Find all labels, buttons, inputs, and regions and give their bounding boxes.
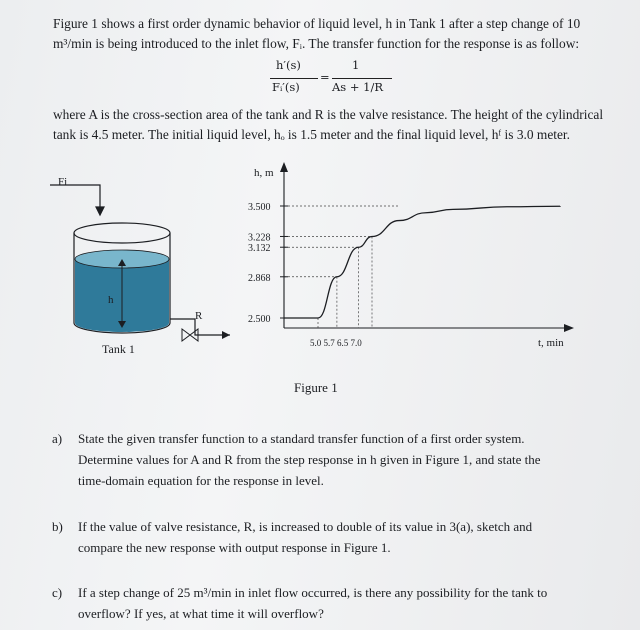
question-b-label: b) <box>52 519 63 534</box>
question-a-line-3: time-domain equation for the response in level. <box>78 473 324 488</box>
question-b-line-1: If the value of valve resistance, R, is increased to double of its value in 3(a), sketch and <box>78 519 533 534</box>
question-c-line-1: If a step change of 25 m³/min in inlet flow occurred, is there any possibility for the tank to <box>78 585 548 600</box>
intro-line-2: m³/min is being introduced to the inlet flow, Fᵢ. The transfer function for the response is as follow: <box>53 36 580 51</box>
tf-lhs-numerator: h′(s) <box>276 58 301 72</box>
question-b-line-2: compare the new response with output response in Figure 1. <box>78 540 391 555</box>
response-curve <box>284 206 560 318</box>
intro-line-4: tank is 4.5 meter. The initial liquid level, hₒ is 1.5 meter and the final liquid level, hᶠ is 3.0 meter. <box>53 127 571 142</box>
y-tick-label: 3.132 <box>248 243 271 255</box>
x-axis-arrow <box>564 324 574 332</box>
outlet-arrow <box>222 331 230 339</box>
intro-paragraph-2 <box>53 105 613 145</box>
intro-paragraph <box>53 14 613 54</box>
x-tick-labels: 5.0 5.7 6.5 7.0 <box>310 338 362 348</box>
tank-caption: Tank 1 <box>102 342 135 356</box>
intro-line-3: where A is the cross-section area of the tank and R is the valve resistance. The height of the cylindrical <box>53 107 604 122</box>
question-c <box>52 582 590 624</box>
x-axis-label: t, min <box>538 337 564 349</box>
level-label: h <box>108 294 114 306</box>
y-tick-label: 3.500 <box>248 202 271 213</box>
intro-line-1: Figure 1 shows a first order dynamic behavior of liquid level, h in Tank 1 after a step change of 10 <box>53 16 581 31</box>
tf-rhs-fraction-bar <box>332 78 392 79</box>
inlet-arrow <box>96 207 104 215</box>
question-a <box>52 428 590 491</box>
tf-lhs-fraction-bar <box>270 78 318 79</box>
inflow-label: Fi <box>58 176 68 188</box>
valve-label: R <box>195 310 203 322</box>
question-a-label: a) <box>52 431 63 446</box>
tf-rhs-numerator: 1 <box>352 58 360 72</box>
y-axis-label: h, m <box>254 167 274 179</box>
question-c-line-2: overflow? If yes, at what time it will overflow? <box>78 606 324 621</box>
inlet-pipe <box>50 185 100 211</box>
y-tick-label: 2.500 <box>248 314 271 325</box>
question-a-line-1: State the given transfer function to a standard transfer function of a first order system. <box>78 431 525 446</box>
y-tick-label: 3.228 <box>248 232 271 244</box>
figure-caption: Figure 1 <box>294 380 338 395</box>
tank-diagram <box>50 165 240 365</box>
tank-rim <box>74 223 170 243</box>
tf-lhs-denominator: Fᵢ′(s) <box>272 80 300 94</box>
tf-equals: = <box>320 70 330 84</box>
y-axis-arrow <box>280 162 288 172</box>
question-c-label: c) <box>52 585 63 600</box>
transfer-function <box>262 58 392 102</box>
question-a-line-2: Determine values for A and R from the step response in h given in Figure 1, and state the <box>78 452 541 467</box>
step-response-chart <box>240 160 580 360</box>
y-tick-label: 2.868 <box>248 272 271 284</box>
tf-rhs-denominator: As + 1/R <box>332 80 384 94</box>
question-b <box>52 516 590 558</box>
